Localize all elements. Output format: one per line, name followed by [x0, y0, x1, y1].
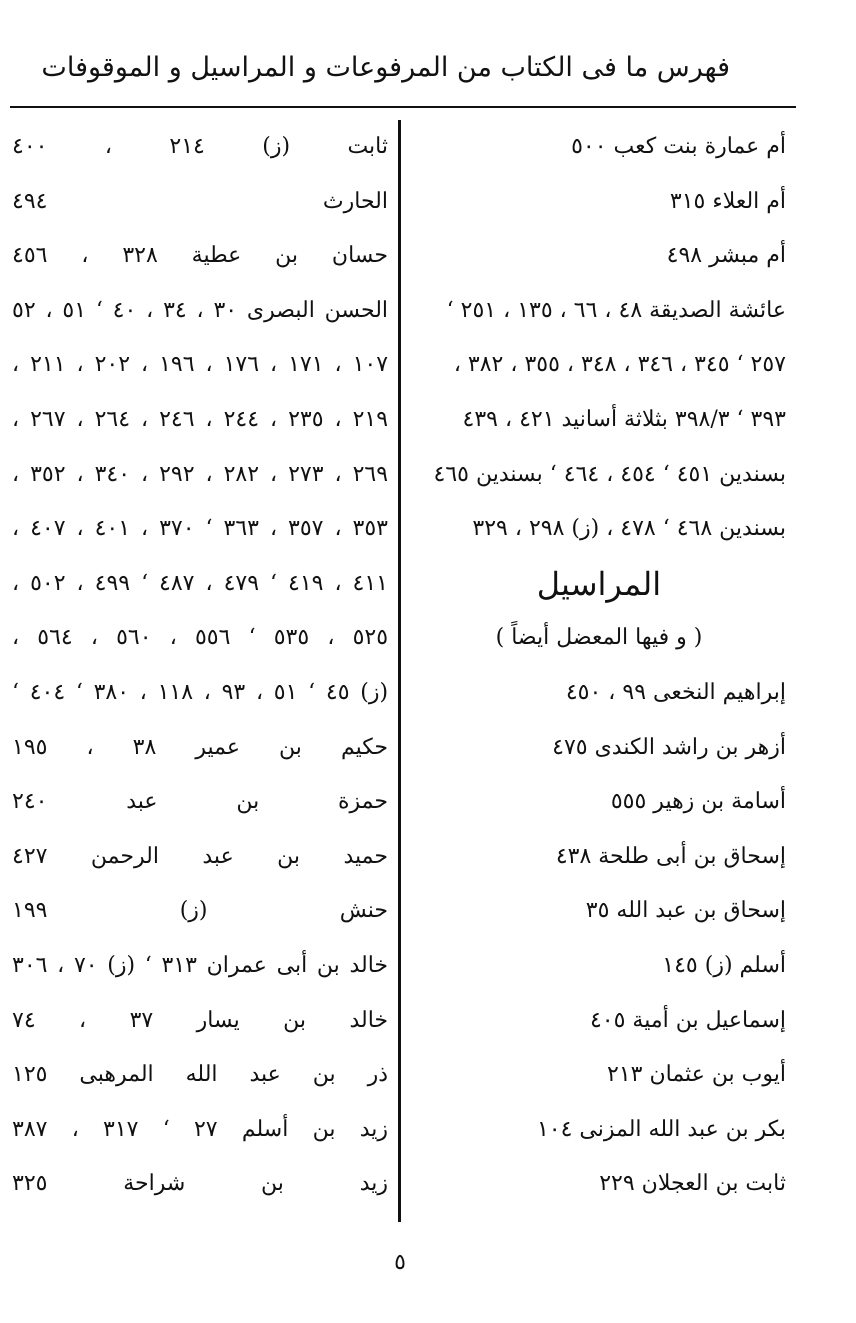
index-column-left [12, 120, 388, 1212]
index-entry: إسماعيل بن أمية ٤٠٥ [589, 1007, 786, 1033]
index-entry: ٢٥٧ ‘ ٣٤٥ ، ٣٤٦ ، ٣٤٨ ، ٣٥٥ ، ٣٨٢ ، [453, 352, 786, 378]
page-header-title: فهرس ما فى الكتاب من المرفوعات و المراسيل و الموقوفات [41, 52, 730, 83]
index-entry: بسندين ٤٥١ ‘ ٤٥٤ ، ٤٦٤ ‘ بسندين ٤٦٥ [433, 461, 786, 487]
index-entry: ٥٢٥ ، ٥٣٥ ‘ ٥٥٦ ، ٥٦٠ ، ٥٦٤ ، [12, 625, 388, 651]
index-entry: أسلم (ز) ١٤٥ [662, 952, 786, 978]
index-list-marfu [412, 120, 786, 557]
index-entry: (ز) ٤٥ ‘ ٥١ ، ٩٣ ، ١١٨ ، ٣٨٠ ‘ ٤٠٤ ‘ [12, 679, 388, 705]
index-entry: الحارث ٤٩٤ [12, 188, 388, 214]
index-entry: بسندين ٤٦٨ ‘ ٤٧٨ ، (ز) ٢٩٨ ، ٣٢٩ [472, 516, 786, 542]
index-entry: حنش (ز) ١٩٩ [12, 898, 388, 924]
index-entry: بكر بن عبد الله المزنى ١٠٤ [536, 1116, 786, 1142]
index-entry: أم عمارة بنت كعب ٥٠٠ [571, 134, 786, 159]
index-entry: الحسن البصرى ٣٠ ، ٣٤ ، ٤٠ ‘ ٥١ ، ٥٢ [12, 297, 388, 323]
index-column-right [412, 120, 786, 1212]
index-entry: حكيم بن عمير ٣٨ ، ١٩٥ [12, 734, 388, 760]
index-entry: إسحاق بن أبى طلحة ٤٣٨ [555, 843, 786, 869]
index-entry: حمزة بن عبد ٢٤٠ [12, 789, 388, 815]
header-rule [10, 106, 796, 108]
index-entry: ٤١١ ، ٤١٩ ‘ ٤٧٩ ، ٤٨٧ ‘ ٤٩٩ ، ٥٠٢ ، [12, 570, 388, 596]
index-entry: أسامة بن زهير ٥٥٥ [610, 789, 786, 815]
index-entry: خالد بن يسار ٣٧ ، ٧٤ [12, 1007, 388, 1033]
section-note: ( و فيها المعضل أيضاً ) [495, 625, 703, 651]
index-entry: خالد بن أبى عمران ٣١٣ ‘ (ز) ٧٠ ، ٣٠٦ [12, 952, 388, 978]
index-entry: حميد بن عبد الرحمن ٤٢٧ [12, 843, 388, 869]
index-entry: أزهر بن راشد الكندى ٤٧٥ [552, 734, 786, 760]
index-entry: زيد بن أسلم ٢٧ ‘ ٣١٧ ، ٣٨٧ [12, 1116, 388, 1142]
index-list-marasil [412, 666, 786, 1212]
page-number: ٥ [394, 1250, 406, 1275]
index-entry: إبراهيم النخعى ٩٩ ، ٤٥٠ [565, 679, 786, 705]
index-entry: ثابت بن العجلان ٢٢٩ [599, 1171, 786, 1197]
index-entry: ذر بن عبد الله المرهبى ١٢٥ [12, 1062, 388, 1088]
section-title-marasil: المراسيل [536, 564, 662, 603]
index-entry: أم العلاء ٣١٥ [669, 188, 786, 214]
index-entry: ٢٦٩ ، ٢٧٣ ، ٢٨٢ ، ٢٩٢ ، ٣٤٠ ، ٣٥٢ ، [12, 461, 388, 487]
index-entry: ٢١٩ ، ٢٣٥ ، ٢٤٤ ، ٢٤٦ ، ٢٦٤ ، ٢٦٧ ، [12, 406, 388, 432]
column-divider [398, 120, 401, 1222]
index-entry: ١٠٧ ، ١٧١ ، ١٧٦ ، ١٩٦ ، ٢٠٢ ، ٢١١ ، [12, 352, 388, 378]
index-entry: أيوب بن عثمان ٢١٣ [607, 1062, 786, 1088]
index-entry: إسحاق بن عبد الله ٣٥ [585, 898, 786, 924]
index-entry: ٣٥٣ ، ٣٥٧ ، ٣٦٣ ‘ ٣٧٠ ، ٤٠١ ، ٤٠٧ ، [12, 516, 388, 542]
index-list-left [12, 120, 388, 1212]
index-entry: ثابت (ز) ٢١٤ ، ٤٠٠ [12, 134, 388, 159]
index-entry: حسان بن عطية ٣٢٨ ، ٤٥٦ [12, 243, 388, 269]
index-entry: زيد بن شراحة ٣٢٥ [12, 1171, 388, 1197]
index-entry: أم مبشر ٤٩٨ [666, 243, 786, 269]
index-entry: عائشة الصديقة ٤٨ ، ٦٦ ، ١٣٥ ، ٢٥١ ‘ [446, 297, 786, 323]
index-entry: ٣٩٣ ‘ ٣٩٨/٣ بثلاثة أسانيد ٤٢١ ، ٤٣٩ [462, 406, 786, 432]
